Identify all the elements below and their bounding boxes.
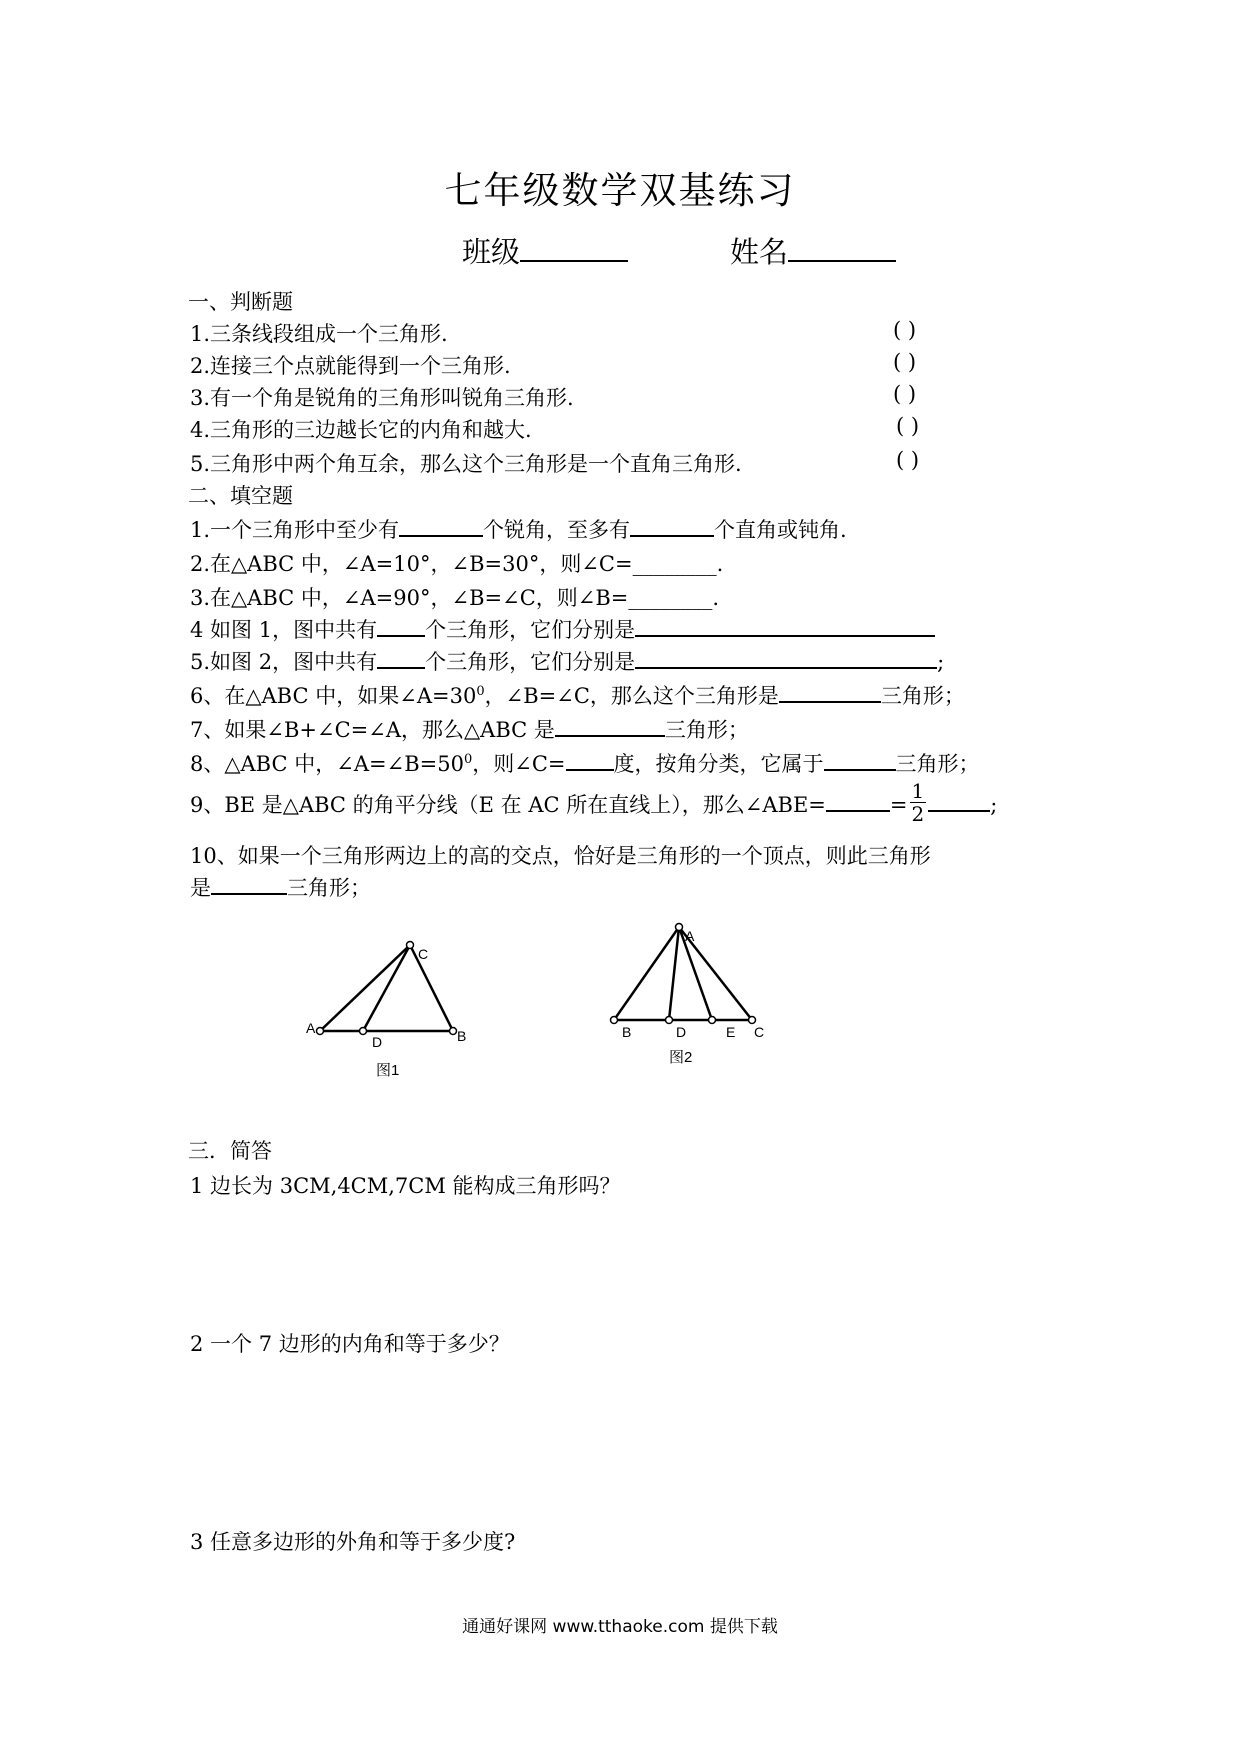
fill-q6: 6、在△ABC 中，如果$\angle A=30^0$，∠B=∠C，那么这个三角形是 三角形； [190, 680, 965, 710]
fig2-label-a: A [685, 928, 695, 944]
fig2-label-e: E [726, 1024, 736, 1040]
name-field [730, 230, 896, 271]
fig2-point-c [749, 1017, 756, 1024]
section3-heading: 三．简答 [188, 1139, 272, 1163]
section1-heading: 一、判断题 [188, 290, 293, 314]
blank[interactable] [630, 515, 714, 537]
fill-q2: 2.在△ABC 中，∠A=10°，∠B=30°，则∠C=________. [190, 552, 724, 576]
fill-q9: 9、BE 是△ABC 的角平分线（E 在 AC 所在直线上），那么∠ABE= = $\frac{1}{2}$ ; [190, 779, 998, 826]
fig1-segment-cd [363, 945, 410, 1031]
fill-q4: 4 如图 1，图中共有 个三角形，它们分别是 [190, 614, 935, 644]
class-blank[interactable] [520, 234, 628, 262]
figure-2 [595, 912, 795, 1072]
blank[interactable] [635, 647, 937, 669]
section2-heading: 二、填空题 [188, 484, 293, 508]
fig2-segment-ae [679, 927, 712, 1020]
figure-1 [290, 925, 490, 1085]
blank[interactable] [555, 715, 665, 737]
fill-q7: 7、如果∠B+∠C=∠A，那么△ABC 是 三角形； [190, 714, 749, 744]
name-blank[interactable] [788, 234, 896, 262]
fig1-point-c [407, 942, 414, 949]
fig2-label-d: D [676, 1024, 687, 1040]
page-title: 七年级数学双基练习 [444, 169, 796, 212]
fig1-label-c: C [418, 946, 429, 962]
blank[interactable] [377, 647, 425, 669]
short-answer-q1: 1 边长为 3CM,4CM,7CM 能构成三角形吗？ [190, 1174, 621, 1198]
class-label: 班级 [462, 235, 521, 269]
judge-item-4: 4.三角形的三边越长它的内角和越大. [190, 418, 532, 442]
blank[interactable] [928, 790, 990, 812]
fig1-point-d [360, 1028, 367, 1035]
judge-item-1: 1.三条线段组成一个三角形. [190, 322, 448, 346]
fig1-point-b [450, 1028, 457, 1035]
answer-paren-3[interactable]: ( ) [893, 382, 917, 406]
short-answer-q3: 3 任意多边形的外角和等于多少度? [190, 1530, 516, 1554]
fig2-caption: 图2 [669, 1049, 693, 1066]
blank[interactable] [211, 873, 287, 895]
answer-paren-1[interactable]: ( ) [893, 318, 917, 342]
fill-q5: 5.如图 2，图中共有 个三角形，它们分别是 ; [190, 646, 944, 676]
blank[interactable] [779, 681, 881, 703]
blank[interactable] [635, 615, 935, 637]
fraction-one-half: $\frac{1}{2}$ [911, 779, 925, 826]
fig2-point-a [676, 924, 683, 931]
class-field [462, 230, 628, 271]
short-answer-q2: 2 一个 7 边形的内角和等于多少？ [190, 1332, 510, 1356]
fill-q3: 3.在△ABC 中，∠A=90°，∠B=∠C，则∠B=________. [190, 586, 720, 610]
fig2-point-b [611, 1017, 618, 1024]
fill-q1: 1.一个三角形中至少有 个锐角，至多有 个直角或钝角. [190, 514, 847, 544]
blank[interactable] [399, 515, 483, 537]
blank[interactable] [566, 749, 614, 771]
blank[interactable] [377, 615, 425, 637]
fill-q10-line1: 10、如果一个三角形两边上的高的交点，恰好是三角形的一个顶点，则此三角形 [190, 844, 931, 868]
blank[interactable] [824, 749, 896, 771]
fig2-point-e [709, 1017, 716, 1024]
fig2-point-d [666, 1017, 673, 1024]
fig2-label-b: B [622, 1024, 632, 1040]
answer-paren-5[interactable]: ( ) [896, 448, 920, 472]
fig1-point-a [317, 1028, 324, 1035]
fill-q8: 8、△ABC 中，$\angle A=\angle B=50^0$，则∠C= 度，按角分类，它属于 三角形； [190, 748, 980, 778]
judge-item-5: 5.三角形中两个角互余，那么这个三角形是一个直角三角形. [190, 452, 742, 476]
blank[interactable] [826, 790, 890, 812]
fig1-caption: 图1 [376, 1062, 400, 1079]
fill-q10-line2: 是 三角形； [190, 872, 371, 902]
fig1-label-a: A [306, 1020, 316, 1036]
fig1-side-cb [410, 945, 453, 1031]
answer-paren-4[interactable]: ( ) [896, 414, 920, 438]
fig2-label-c: C [754, 1024, 765, 1040]
judge-item-3: 3.有一个角是锐角的三角形叫锐角三角形. [190, 386, 574, 410]
name-label: 姓名 [730, 235, 789, 269]
judge-item-2: 2.连接三个点就能得到一个三角形. [190, 354, 511, 378]
fig1-side-ac [320, 945, 410, 1031]
fig1-label-b: B [457, 1028, 467, 1044]
answer-paren-2[interactable]: ( ) [893, 350, 917, 374]
footer: 通通好课网 www.tthaoke.com 提供下载 [462, 1617, 778, 1637]
fig1-label-d: D [372, 1034, 383, 1050]
